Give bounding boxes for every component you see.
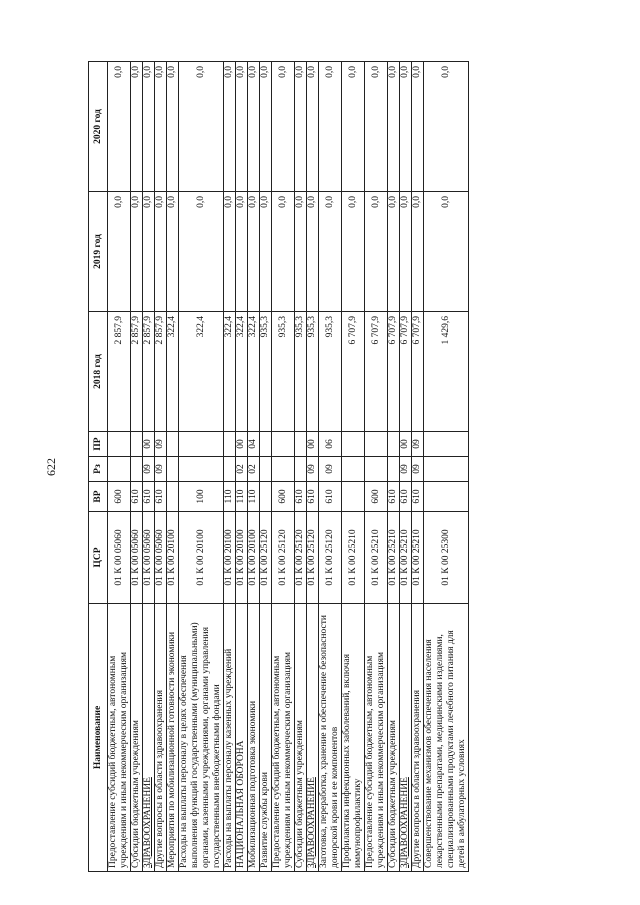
cell-vr: 610 [295, 482, 307, 512]
table-row [365, 62, 388, 872]
cell-csr: 01 К 00 25210 [342, 512, 365, 604]
table-row [295, 62, 307, 872]
cell-2018: 2 857,9 [131, 312, 143, 432]
table-row [272, 62, 295, 872]
cell-rz [108, 457, 131, 482]
cell-2018: 322,4 [179, 312, 224, 432]
cell-2018: 322,4 [224, 312, 236, 432]
cell-csr: 01 К 00 05060 [108, 512, 131, 604]
cell-rz: 02 [236, 457, 248, 482]
cell-2019: 0,0 [155, 192, 167, 312]
table-row [143, 62, 155, 872]
cell-name: Предоставление субсидий бюджетным, автономным учреждениям и иным некоммерческим организациям [365, 604, 388, 872]
cell-pr [365, 432, 388, 457]
table-row [388, 62, 400, 872]
header-2018: 2018 год [89, 312, 108, 432]
cell-2018: 2 857,9 [108, 312, 131, 432]
cell-name: Развитие службы крови [260, 604, 272, 872]
cell-2019: 0,0 [236, 192, 248, 312]
cell-vr: 600 [108, 482, 131, 512]
cell-pr: 00 [307, 432, 319, 457]
cell-2020: 0,0 [260, 62, 272, 192]
header-csr: ЦСР [89, 512, 108, 604]
cell-pr [179, 432, 224, 457]
cell-name: Предоставление субсидий бюджетным, автономным учреждениям и иным некоммерческим организациям [272, 604, 295, 872]
table-row [179, 62, 224, 872]
cell-2019: 0,0 [260, 192, 272, 312]
budget-table [88, 61, 469, 872]
cell-rz [365, 457, 388, 482]
cell-csr: 01 К 00 25120 [307, 512, 319, 604]
cell-pr [272, 432, 295, 457]
cell-csr: 01 К 00 25210 [412, 512, 424, 604]
cell-name: Субсидии бюджетным учреждениям [295, 604, 307, 872]
cell-csr: 01 К 00 20100 [236, 512, 248, 604]
cell-2020: 0,0 [272, 62, 295, 192]
cell-csr: 01 К 00 20100 [248, 512, 260, 604]
cell-2019: 0,0 [388, 192, 400, 312]
table-row [319, 62, 342, 872]
cell-2019: 0,0 [424, 192, 469, 312]
cell-vr: 610 [319, 482, 342, 512]
cell-2018: 6 707,9 [400, 312, 412, 432]
cell-2020: 0,0 [400, 62, 412, 192]
cell-rz: 02 [248, 457, 260, 482]
cell-2019: 0,0 [412, 192, 424, 312]
cell-2019: 0,0 [295, 192, 307, 312]
cell-name: ЗДРАВООХРАНЕНИЕ [307, 604, 319, 872]
cell-rz [179, 457, 224, 482]
cell-2019: 0,0 [167, 192, 179, 312]
cell-rz [260, 457, 272, 482]
cell-2020: 0,0 [248, 62, 260, 192]
cell-vr [167, 482, 179, 512]
cell-vr: 110 [236, 482, 248, 512]
cell-csr: 01 К 00 25210 [400, 512, 412, 604]
cell-pr: 00 [143, 432, 155, 457]
cell-2020: 0,0 [307, 62, 319, 192]
cell-vr [342, 482, 365, 512]
cell-2019: 0,0 [319, 192, 342, 312]
cell-2020: 0,0 [224, 62, 236, 192]
cell-vr [260, 482, 272, 512]
cell-csr: 01 К 00 20100 [224, 512, 236, 604]
cell-rz: 09 [412, 457, 424, 482]
cell-name: Другие вопросы в области здравоохранения [412, 604, 424, 872]
cell-2018: 935,3 [295, 312, 307, 432]
cell-name: Совершенствование механизмов обеспечения населения лекарственными препаратами, медицинскими изделиями, специализированными продуктами лечебного питания для детей в амбулаторных условиях [424, 604, 469, 872]
table-row [307, 62, 319, 872]
cell-2018: 322,4 [248, 312, 260, 432]
table-row [167, 62, 179, 872]
cell-csr: 01 К 00 05060 [155, 512, 167, 604]
cell-csr: 01 К 00 25120 [295, 512, 307, 604]
cell-pr: 09 [155, 432, 167, 457]
cell-2019: 0,0 [224, 192, 236, 312]
cell-2018: 322,4 [167, 312, 179, 432]
cell-name: Профилактика инфекционных заболеваний, включая иммунопрофилактику [342, 604, 365, 872]
cell-2019: 0,0 [272, 192, 295, 312]
cell-vr: 610 [388, 482, 400, 512]
cell-name: Мобилизационная подготовка экономики [248, 604, 260, 872]
cell-2020: 0,0 [179, 62, 224, 192]
cell-name: Предоставление субсидий бюджетным, автономным учреждениям и иным некоммерческим организациям [108, 604, 131, 872]
cell-name: Заготовка, переработка, хранение и обеспечение безопасности донорской крови и ее компонентов [319, 604, 342, 872]
table-header-row [89, 62, 108, 872]
cell-vr: 100 [179, 482, 224, 512]
cell-2018: 935,3 [272, 312, 295, 432]
table-body [108, 62, 469, 872]
cell-csr: 01 К 00 25210 [365, 512, 388, 604]
cell-vr: 610 [155, 482, 167, 512]
cell-2020: 0,0 [412, 62, 424, 192]
cell-pr [224, 432, 236, 457]
cell-2020: 0,0 [295, 62, 307, 192]
cell-vr: 610 [412, 482, 424, 512]
cell-csr: 01 К 00 25300 [424, 512, 469, 604]
cell-vr: 610 [307, 482, 319, 512]
cell-pr: 00 [400, 432, 412, 457]
page-number: 622 [44, 458, 58, 476]
cell-vr: 110 [248, 482, 260, 512]
cell-2019: 0,0 [307, 192, 319, 312]
cell-2018: 6 707,9 [365, 312, 388, 432]
cell-pr [131, 432, 143, 457]
cell-2018: 2 857,9 [143, 312, 155, 432]
cell-csr: 01 К 00 05060 [143, 512, 155, 604]
cell-rz [295, 457, 307, 482]
cell-pr [295, 432, 307, 457]
cell-2018: 322,4 [236, 312, 248, 432]
cell-2019: 0,0 [108, 192, 131, 312]
cell-2020: 0,0 [108, 62, 131, 192]
cell-name: Расходы на выплаты персоналу казенных учреждений [224, 604, 236, 872]
cell-2020: 0,0 [424, 62, 469, 192]
cell-name: Субсидии бюджетным учреждениям [388, 604, 400, 872]
cell-2018: 935,3 [319, 312, 342, 432]
cell-rz: 09 [319, 457, 342, 482]
cell-vr: 610 [400, 482, 412, 512]
header-2020: 2020 год [89, 62, 108, 192]
cell-csr: 01 К 00 25120 [260, 512, 272, 604]
cell-pr: 00 [236, 432, 248, 457]
cell-2018: 6 707,9 [412, 312, 424, 432]
cell-csr: 01 К 00 05060 [131, 512, 143, 604]
cell-csr: 01 К 00 25120 [319, 512, 342, 604]
cell-2020: 0,0 [167, 62, 179, 192]
cell-rz [167, 457, 179, 482]
cell-2020: 0,0 [143, 62, 155, 192]
cell-2019: 0,0 [400, 192, 412, 312]
cell-vr: 600 [365, 482, 388, 512]
cell-name: Расходы на выплаты персоналу в целях обеспечения выполнения функций государственными (муниципальными) органами, казенными учреждениями, органами управления государственными внебюджетными фондами [179, 604, 224, 872]
table-row [424, 62, 469, 872]
header-pr: ПР [89, 432, 108, 457]
cell-csr: 01 К 00 25210 [388, 512, 400, 604]
cell-2019: 0,0 [143, 192, 155, 312]
cell-pr: 06 [319, 432, 342, 457]
cell-name: Мероприятия по мобилизационной готовности экономики [167, 604, 179, 872]
cell-pr [167, 432, 179, 457]
table-row [224, 62, 236, 872]
cell-2019: 0,0 [248, 192, 260, 312]
cell-2019: 0,0 [365, 192, 388, 312]
cell-2018: 2 857,9 [155, 312, 167, 432]
cell-2020: 0,0 [155, 62, 167, 192]
cell-2020: 0,0 [319, 62, 342, 192]
cell-rz [424, 457, 469, 482]
cell-name: НАЦИОНАЛЬНАЯ ОБОРОНА [236, 604, 248, 872]
header-name: Наименование [89, 604, 108, 872]
header-rz: Рз [89, 457, 108, 482]
cell-rz [388, 457, 400, 482]
cell-vr: 110 [224, 482, 236, 512]
cell-2020: 0,0 [388, 62, 400, 192]
cell-pr: 04 [248, 432, 260, 457]
cell-rz: 09 [307, 457, 319, 482]
table-row [400, 62, 412, 872]
header-vr: ВР [89, 482, 108, 512]
cell-2020: 0,0 [342, 62, 365, 192]
cell-vr: 610 [131, 482, 143, 512]
header-2019: 2019 год [89, 192, 108, 312]
cell-2018: 1 429,6 [424, 312, 469, 432]
table-row [260, 62, 272, 872]
cell-name: ЗДРАВООХРАНЕНИЕ [143, 604, 155, 872]
cell-2020: 0,0 [236, 62, 248, 192]
cell-name: ЗДРАВООХРАНЕНИЕ [400, 604, 412, 872]
cell-rz [272, 457, 295, 482]
table-row [155, 62, 167, 872]
rotated-page [44, 62, 596, 872]
cell-vr: 610 [143, 482, 155, 512]
cell-vr: 600 [272, 482, 295, 512]
table-row [342, 62, 365, 872]
cell-vr [424, 482, 469, 512]
cell-2018: 935,3 [260, 312, 272, 432]
cell-csr: 01 К 00 25120 [272, 512, 295, 604]
cell-pr [388, 432, 400, 457]
cell-csr: 01 К 00 20100 [179, 512, 224, 604]
table-row [412, 62, 424, 872]
cell-rz: 09 [143, 457, 155, 482]
cell-pr [108, 432, 131, 457]
cell-rz: 09 [400, 457, 412, 482]
cell-2020: 0,0 [365, 62, 388, 192]
cell-2019: 0,0 [131, 192, 143, 312]
table-row [236, 62, 248, 872]
cell-2019: 0,0 [342, 192, 365, 312]
cell-name: Субсидии бюджетным учреждениям [131, 604, 143, 872]
cell-rz [131, 457, 143, 482]
cell-2018: 6 707,9 [388, 312, 400, 432]
cell-2019: 0,0 [179, 192, 224, 312]
cell-2020: 0,0 [131, 62, 143, 192]
table-row [131, 62, 143, 872]
cell-rz [224, 457, 236, 482]
cell-2018: 935,3 [307, 312, 319, 432]
cell-2018: 6 707,9 [342, 312, 365, 432]
cell-pr [260, 432, 272, 457]
cell-csr: 01 К 00 20100 [167, 512, 179, 604]
cell-rz: 09 [155, 457, 167, 482]
table-row [248, 62, 260, 872]
cell-pr [424, 432, 469, 457]
cell-rz [342, 457, 365, 482]
cell-name: Другие вопросы в области здравоохранения [155, 604, 167, 872]
cell-pr [342, 432, 365, 457]
cell-pr: 09 [412, 432, 424, 457]
table-row [108, 62, 131, 872]
